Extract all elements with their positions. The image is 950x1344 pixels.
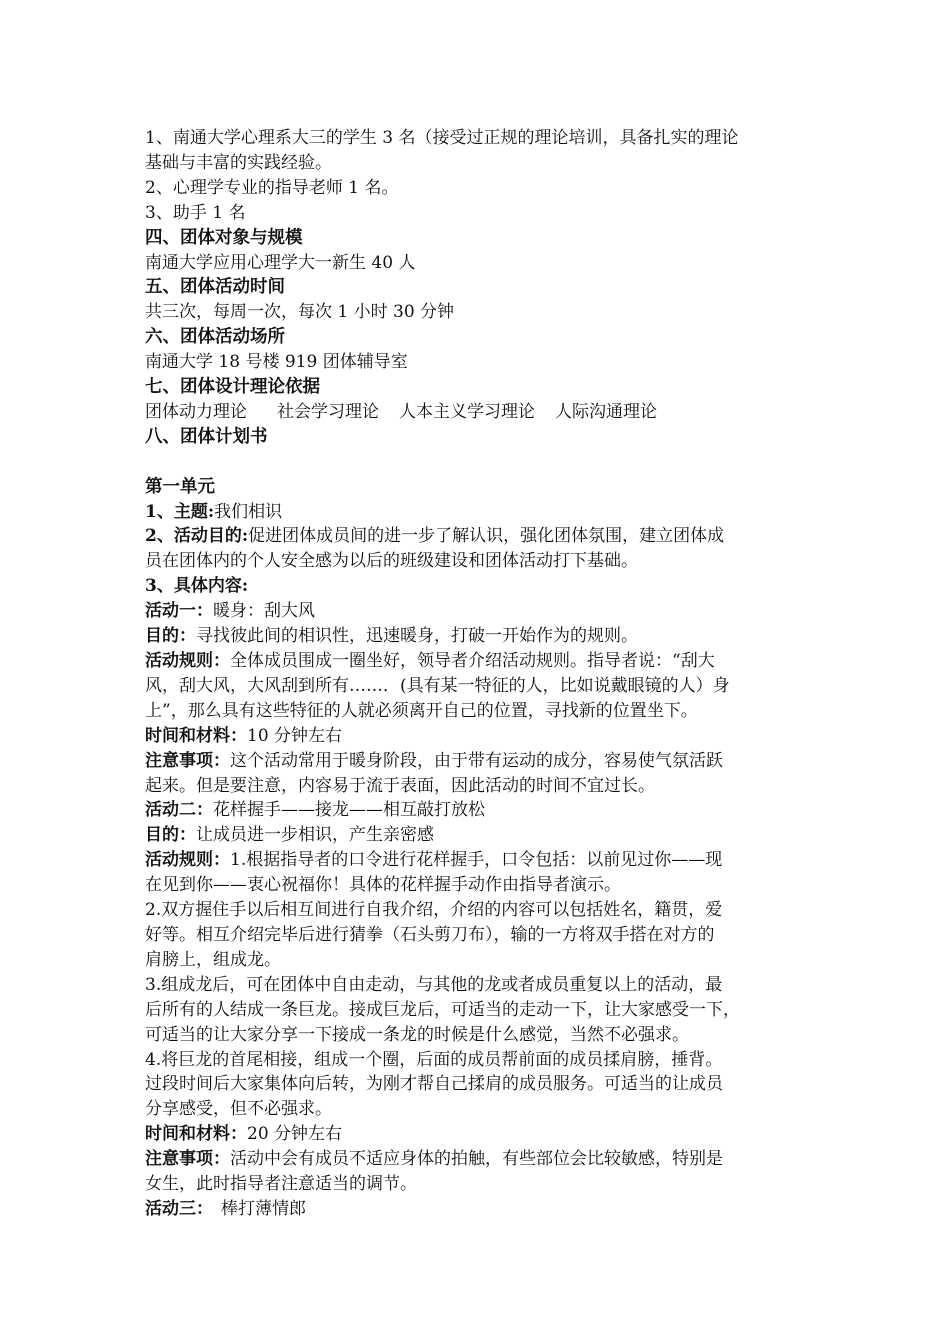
activity-2-note-line-2: 女生，此时指导者注意适当的调节。 xyxy=(145,1174,417,1195)
unit-1-purpose-line-1 xyxy=(145,524,813,549)
activity-3-label: 活动三： xyxy=(145,1198,213,1219)
activity-3-title xyxy=(145,1197,813,1222)
activity-2-step-2-line-3: 肩膀上，组成龙。 xyxy=(145,949,281,970)
facilitator-item-2: 2、心理学专业的指导老师 1 名。 xyxy=(145,177,399,198)
document-page xyxy=(145,126,813,1222)
activity-1-goal-text: 寻找彼此间的相识性，迅速暖身，打破一开始作为的规则。 xyxy=(196,626,638,647)
section-8-heading: 八、团体计划书 xyxy=(145,426,268,447)
section-5-text: 共三次，每周一次，每次 1 小时 30 分钟 xyxy=(145,302,455,323)
activity-2-title xyxy=(145,798,813,823)
activity-1-time-text: 10 分钟左右 xyxy=(247,725,343,746)
unit-1-content-label: 3、具体内容: xyxy=(145,576,249,597)
activity-1-note-line-2: 起来。但是要注意，内容易于流于表面，因此活动的时间不宜过长。 xyxy=(145,775,655,796)
activity-2-rules-line-2: 在见到你——衷心祝福你！具体的花样握手动作由指导者演示。 xyxy=(145,875,621,896)
activity-1-goal-label: 目的： xyxy=(145,626,196,647)
activity-2-step-4-line-2: 过段时间后大家集体向后转，为刚才帮自己揉肩的成员服务。可适当的让成员 xyxy=(145,1074,723,1095)
activity-1-title xyxy=(145,599,813,624)
activity-2-goal-label: 目的： xyxy=(145,825,196,846)
activity-2-name: 花样握手——接龙——相互敲打放松 xyxy=(213,800,485,821)
activity-1-rules-line-1 xyxy=(145,649,813,674)
unit-1-title: 第一单元 xyxy=(145,476,215,497)
activity-2-rules-label: 活动规则： xyxy=(145,850,230,871)
activity-1-goal xyxy=(145,624,813,649)
theory-4: 人际沟通理论 xyxy=(555,401,657,422)
activity-1-note-text-1: 这个活动常用于暖身阶段，由于带有运动的成分，容易使气氛活跃 xyxy=(230,750,723,771)
activity-1-label: 活动一： xyxy=(145,601,213,622)
activity-2-label: 活动二： xyxy=(145,800,213,821)
section-7-heading: 七、团体设计理论依据 xyxy=(145,377,320,398)
purpose-text-1: 促进团体成员间的进一步了解认识，强化团体氛围，建立团体成 xyxy=(248,526,725,547)
unit-1-purpose-line-2: 员在团体内的个人安全感为以后的班级建设和团体活动打下基础。 xyxy=(145,551,638,572)
activity-2-time-label: 时间和材料： xyxy=(145,1124,247,1145)
facilitator-item-3: 3、助手 1 名 xyxy=(145,202,246,223)
activity-2-time xyxy=(145,1122,813,1147)
activity-1-note-line-1 xyxy=(145,749,813,774)
theory-2: 社会学习理论 xyxy=(277,401,379,422)
theory-3: 人本主义学习理论 xyxy=(399,401,535,422)
activity-1-rules-text-1: 全体成员围成一圈坐好，领导者介绍活动规则。指导者说：“刮大 xyxy=(230,651,715,672)
activity-3-name: 棒打薄情郎 xyxy=(221,1198,306,1219)
activity-2-rules-text-1: 1.根据指导者的口令进行花样握手，口令包括：以前见过你——现 xyxy=(230,850,723,871)
activity-2-rules-line-1 xyxy=(145,848,813,873)
activity-1-rules-line-2: 风，刮大风，大风刮到所有……．(具有某一特征的人，比如说戴眼镜的人）身 xyxy=(145,675,730,696)
activity-1-time-label: 时间和材料： xyxy=(145,725,247,746)
theme-label: 1、主题: xyxy=(145,501,215,522)
facilitator-item-1-line-2: 基础与丰富的实践经验。 xyxy=(145,152,332,173)
unit-1-theme xyxy=(145,500,813,525)
activity-2-step-2-line-2: 好等。相互介绍完毕后进行猜拳（石头剪刀布），输的一方将双手搭在对方的 xyxy=(145,924,715,945)
purpose-label: 2、活动目的: xyxy=(145,526,249,547)
theory-list xyxy=(145,400,813,425)
activity-2-step-4-line-3: 分享感受，但不必强求。 xyxy=(145,1099,332,1120)
activity-2-step-3-line-2: 后所有的人结成一条巨龙。接成巨龙后，可适当的走动一下，让大家感受一下， xyxy=(145,999,740,1020)
activity-1-rules-line-3: 上”，那么具有这些特征的人就必须离开自己的位置，寻找新的位置坐下。 xyxy=(145,700,698,721)
activity-1-time xyxy=(145,724,813,749)
activity-1-rules-label: 活动规则： xyxy=(145,651,230,672)
activity-2-note-label: 注意事项： xyxy=(145,1149,230,1170)
section-4-text: 南通大学应用心理学大一新生 40 人 xyxy=(145,252,416,273)
section-6-heading: 六、团体活动场所 xyxy=(145,327,285,348)
activity-2-step-4-line-1: 4.将巨龙的首尾相接，组成一个圈，后面的成员帮前面的成员揉肩膀，捶背。 xyxy=(145,1049,723,1070)
section-4-heading: 四、团体对象与规模 xyxy=(145,227,303,248)
activity-2-note-text-1: 活动中会有成员不适应身体的拍触，有些部位会比较敏感，特别是 xyxy=(230,1149,723,1170)
activity-2-step-2-line-1: 2.双方握住手以后相互间进行自我介绍，介绍的内容可以包括姓名，籍贯，爱 xyxy=(145,900,723,921)
section-5-heading: 五、团体活动时间 xyxy=(145,277,285,298)
activity-2-goal xyxy=(145,823,813,848)
activity-2-step-3-line-3: 可适当的让大家分享一下接成一条龙的时候是什么感觉，当然不必强求。 xyxy=(145,1024,689,1045)
activity-2-time-text: 20 分钟左右 xyxy=(247,1124,343,1145)
activity-2-note-line-1 xyxy=(145,1147,813,1172)
theme-value: 我们相识 xyxy=(214,501,283,522)
section-6-text: 南通大学 18 号楼 919 团体辅导室 xyxy=(145,352,408,373)
activity-1-note-label: 注意事项： xyxy=(145,750,230,771)
facilitator-item-1-line-1: 1、南通大学心理系大三的学生 3 名（接受过正规的理论培训，具备扎实的理论 xyxy=(145,128,739,148)
theory-1: 团体动力理论 xyxy=(145,401,247,422)
activity-2-step-3-line-1: 3.组成龙后，可在团体中自由走动，与其他的龙或者成员重复以上的活动，最 xyxy=(145,974,723,995)
activity-2-goal-text: 让成员进一步相识，产生亲密感 xyxy=(196,825,434,846)
activity-1-name: 暖身：刮大风 xyxy=(213,601,315,622)
blank-line xyxy=(145,450,813,475)
